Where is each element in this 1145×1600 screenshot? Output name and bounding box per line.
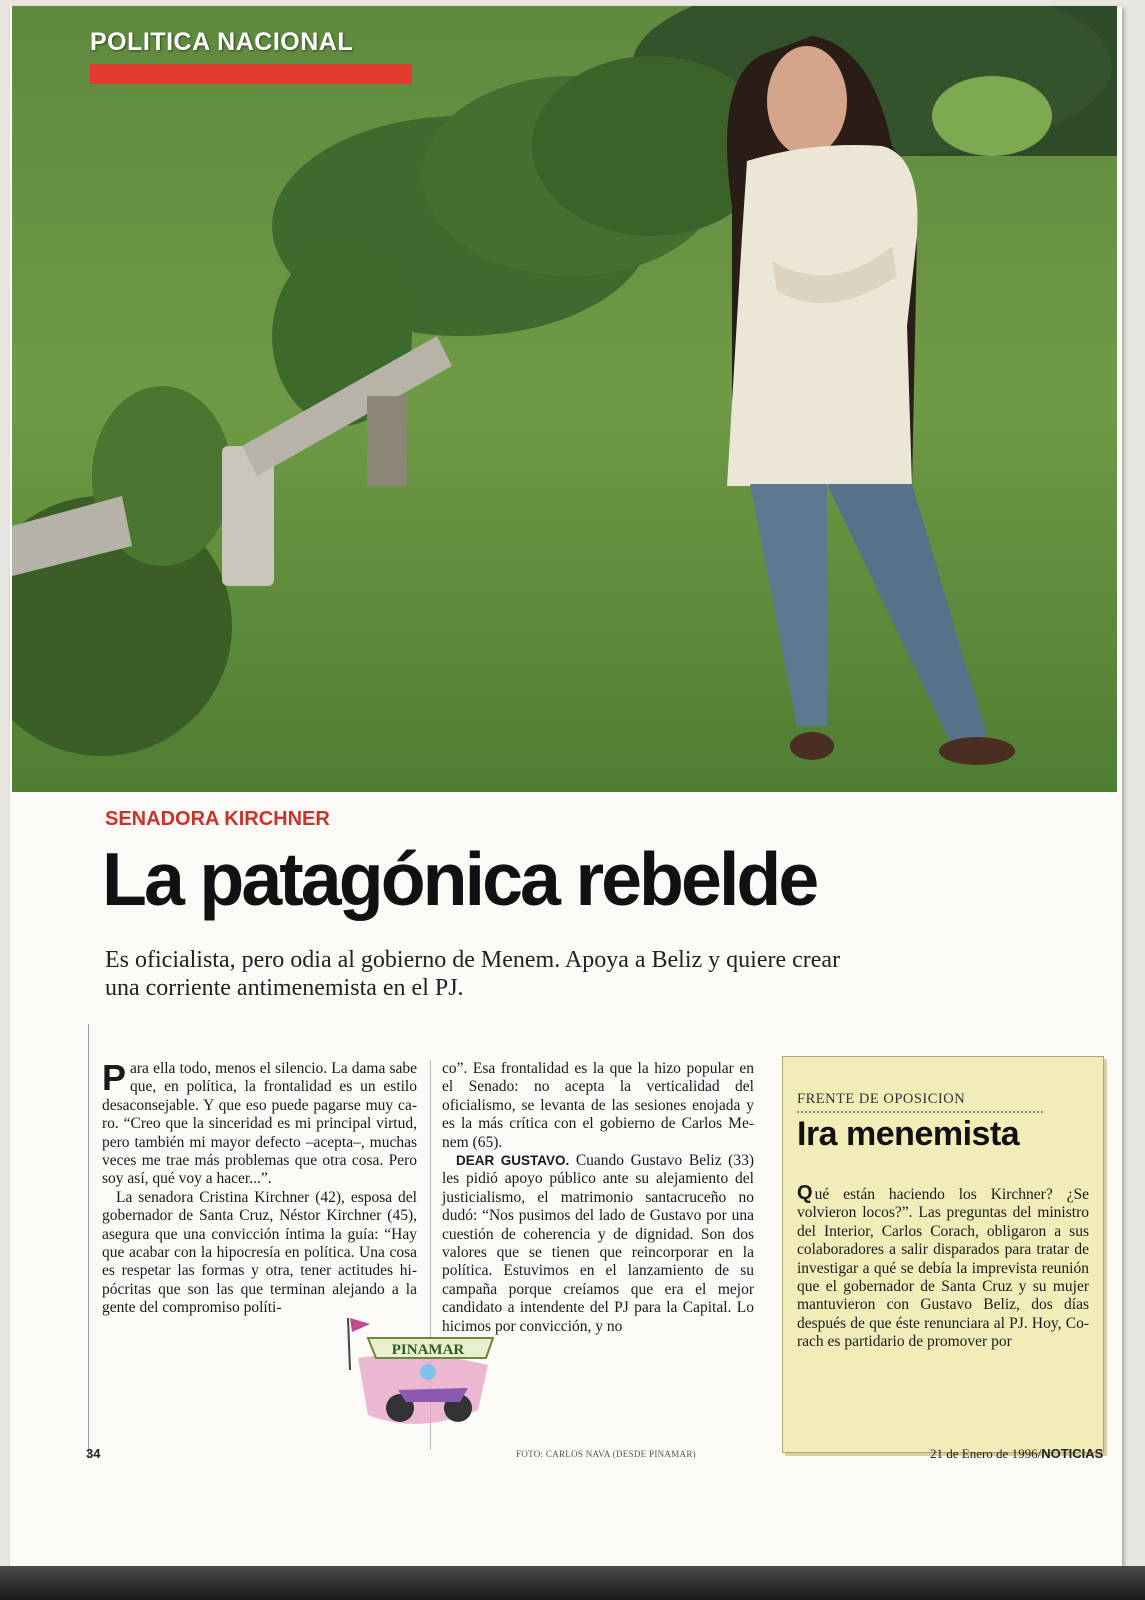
- article-column-2: [442, 1060, 754, 1336]
- article-column-1: [102, 1057, 417, 1318]
- section-label: POLITICA NACIONAL: [90, 28, 354, 56]
- left-rule: [88, 1024, 89, 1458]
- sidebar-body: [797, 1183, 1089, 1352]
- section-accent-bar: [90, 64, 412, 84]
- pinamar-logo: [328, 1310, 508, 1442]
- woman-in-park-photo: [12, 6, 1117, 792]
- article-headline: La patagónica rebelde: [102, 837, 817, 921]
- sidebar-label: FRENTE DE OPOSICION: [797, 1091, 966, 1107]
- magazine-name: NOTICIAS: [1041, 1446, 1104, 1461]
- sidebar-title: Ira menemista: [797, 1115, 1020, 1153]
- sidebar-box: [782, 1056, 1104, 1453]
- page-number: 34: [86, 1446, 101, 1461]
- logo-text: PINAMAR: [391, 1342, 465, 1358]
- footer-dateline: [930, 1446, 1103, 1462]
- subhead: DEAR GUSTAVO.: [456, 1153, 570, 1169]
- pinamar-atv-icon: [328, 1310, 508, 1442]
- drop-cap: P: [102, 1057, 127, 1098]
- sidebar-divider: [797, 1111, 1043, 1113]
- magazine-page: [10, 6, 1122, 1566]
- photo-credit: FOTO: CARLOS NAVA (DESDE PINAMAR): [516, 1449, 696, 1459]
- sidebar-drop-cap: Q: [797, 1182, 813, 1204]
- sidebar-paragraph: ué están haciendo los Kirchner? ¿Se volvieron locos?”. Las preguntas del ministro del Interior, Carlos Corach, obligaron a sus colaboradores a salir disparados para tratar de investigar a qué se debía la imprevista reunión que el gobernador de Santa Cruz y su mujer mantuvieron con Gustavo Beliz, dos días después de que éste renunciara al PJ. Hoy, Corach es partidario de promover por: [797, 1186, 1089, 1351]
- paragraph: Cuando Gustavo Beliz (33) les pidió apoyo público ante su alejamiento del justicialismo, el matrimonio santacruceño no dudó: “Nos pusimos del lado de Gustavo por una cuestión de coherencia y de dignidad. Son dos valores que se tienen que reincorporar en la política. Estuvimos en el lanzamiento de su campaña porque creíamos que era el mejor candidato a intendente del PJ para la Capital. Lo hicimos por convicción, y no: [442, 1152, 754, 1335]
- paragraph: La senadora Cristina Kirchner (42), esposa del gobernador de Santa Cruz, Néstor Kirchner (45), asegura que una convicción íntima la guía: “Hay que acabar con la hipocresía en política. Una cosa es respetar las formas y otra, tener actitudes hipócritas que son las que terminan alejando a la gente del compromiso políti-: [102, 1188, 417, 1317]
- article-kicker: SENADORA KIRCHNER: [105, 808, 330, 830]
- page-edge-shadow: [0, 1566, 1145, 1600]
- issue-date: 21 de Enero de 1996/: [930, 1446, 1042, 1461]
- article-deck: Es oficialista, pero odia al gobierno de Menem. Apoya a Beliz y quiere crear una corriente antimenemista en el PJ.: [105, 947, 841, 1001]
- paragraph: ara ella todo, menos el silencio. La dama sabe que, en política, la frontalidad es un estilo desaconsejable. Y que eso puede pagarse muy caro. “Creo que la sinceridad es mi principal virtud, pero también mi mayor defecto –acepta–, muchas veces me trae más problemas que otra cosa. Pero soy así, qué voy a hacer...”.: [102, 1060, 417, 1188]
- paragraph: co”. Esa frontalidad es la que la hizo popular en el Senado: no acepta la verticalidad del oficialismo, se levanta de las sesiones enojada y es la más crítica con el gobierno de Carlos Menem (65).: [442, 1060, 754, 1151]
- lead-photo: [12, 6, 1117, 792]
